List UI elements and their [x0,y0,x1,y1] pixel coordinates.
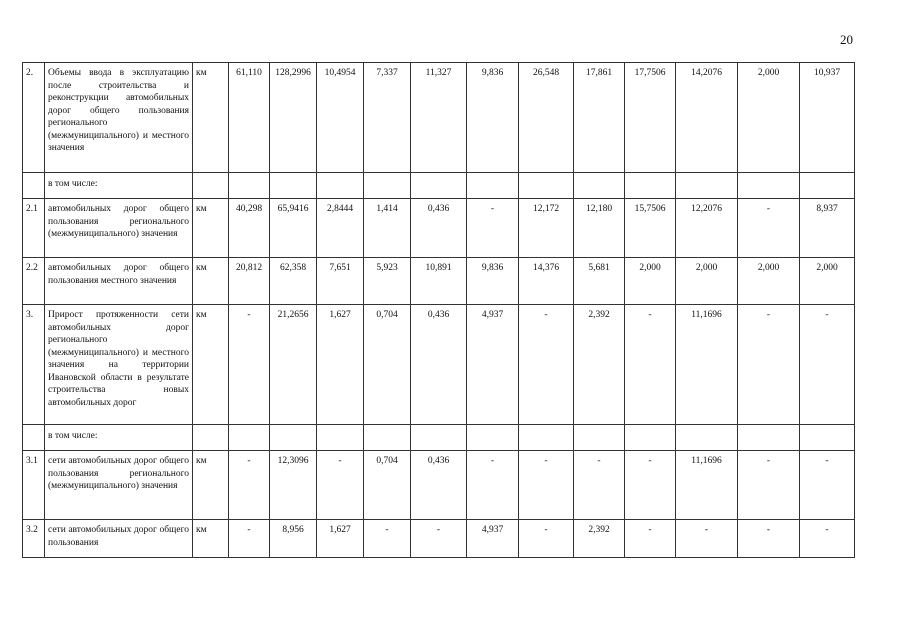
value-cell: - [411,520,467,558]
value-cell: 9,836 [467,63,519,173]
value-cell: 2,8444 [317,199,364,258]
value-cell: 8,937 [800,199,855,258]
value-cell: - [738,451,800,520]
value-cell: 65,9416 [270,199,317,258]
value-cell: 7,337 [364,63,411,173]
value-cell [738,173,800,199]
value-cell: 12,3096 [270,451,317,520]
table-row [23,199,855,258]
value-cell [411,173,467,199]
page-number: 20 [840,32,853,47]
value-cell [270,425,317,451]
row-number: 2.2 [23,258,45,305]
value-cell: 17,861 [574,63,625,173]
value-cell: 2,000 [738,258,800,305]
value-cell: 12,2076 [676,199,738,258]
row-description: Прирост протяженности сети автомобильных дорог регионального (межмуниципального) и местного значения на территории Ивановской области в результате строительства новых автомобильных дорог [45,305,193,425]
value-cell: 4,937 [467,305,519,425]
value-cell: - [467,451,519,520]
value-cell: 2,392 [574,520,625,558]
value-cell [364,425,411,451]
row-number: 2.1 [23,199,45,258]
value-cell: 17,7506 [625,63,676,173]
value-cell: 0,436 [411,199,467,258]
value-cell [317,173,364,199]
value-cell: 12,180 [574,199,625,258]
value-cell: 2,000 [738,63,800,173]
value-cell: 0,704 [364,305,411,425]
value-cell: - [625,520,676,558]
row-description: Объемы ввода в эксплуатацию после строительства и реконструкции автомобильных дорог общего пользования регионального (межмуниципального) и местного значения [45,63,193,173]
value-cell: 62,358 [270,258,317,305]
row-unit: км [193,520,229,558]
value-cell [625,173,676,199]
value-cell: - [229,520,270,558]
table-row [23,63,855,173]
value-cell: - [625,451,676,520]
value-cell: - [738,199,800,258]
row-description: автомобильных дорог общего пользования регионального (межмуниципального) значения [45,199,193,258]
row-number: 3.2 [23,520,45,558]
value-cell: - [229,305,270,425]
value-cell: - [800,305,855,425]
value-cell: 1,627 [317,305,364,425]
value-cell [270,173,317,199]
row-description: автомобильных дорог общего пользования местного значения [45,258,193,305]
value-cell: 0,704 [364,451,411,520]
value-cell: 11,1696 [676,305,738,425]
table-row [23,520,855,558]
value-cell [574,173,625,199]
value-cell [625,425,676,451]
value-cell: 21,2656 [270,305,317,425]
value-cell: 2,000 [676,258,738,305]
value-cell: - [738,305,800,425]
table-row [23,305,855,425]
value-cell: - [800,451,855,520]
row-unit [193,425,229,451]
value-cell: 4,937 [467,520,519,558]
value-cell: 20,812 [229,258,270,305]
value-cell: - [625,305,676,425]
row-unit: км [193,199,229,258]
value-cell: 5,923 [364,258,411,305]
value-cell: 7,651 [317,258,364,305]
value-cell: - [574,451,625,520]
row-unit: км [193,451,229,520]
value-cell: 40,298 [229,199,270,258]
value-cell: - [317,451,364,520]
row-number [23,173,45,199]
value-cell [317,425,364,451]
value-cell: 10,4954 [317,63,364,173]
value-cell: 11,327 [411,63,467,173]
value-cell: 5,681 [574,258,625,305]
indicators-table [22,62,855,558]
value-cell: 1,627 [317,520,364,558]
value-cell: 1,414 [364,199,411,258]
value-cell [574,425,625,451]
value-cell [676,173,738,199]
row-description: в том числе: [45,173,193,199]
value-cell: 9,836 [467,258,519,305]
table-row [23,173,855,199]
value-cell: 26,548 [519,63,574,173]
table-row [23,425,855,451]
value-cell [467,173,519,199]
value-cell: 2,000 [800,258,855,305]
value-cell: 15,7506 [625,199,676,258]
value-cell [364,173,411,199]
row-number: 3. [23,305,45,425]
row-unit: км [193,305,229,425]
value-cell [519,425,574,451]
row-description: сети автомобильных дорог общего пользования регионального (межмуниципального) значения [45,451,193,520]
row-description: сети автомобильных дорог общего пользования [45,520,193,558]
value-cell [467,425,519,451]
value-cell: - [229,451,270,520]
row-number [23,425,45,451]
value-cell: 61,110 [229,63,270,173]
value-cell [229,425,270,451]
value-cell: 0,436 [411,451,467,520]
value-cell: - [738,520,800,558]
value-cell: - [519,451,574,520]
value-cell: 14,376 [519,258,574,305]
value-cell: 8,956 [270,520,317,558]
row-unit [193,173,229,199]
value-cell: 10,891 [411,258,467,305]
value-cell: - [676,520,738,558]
value-cell [738,425,800,451]
row-description: в том числе: [45,425,193,451]
value-cell: - [800,520,855,558]
row-number: 3.1 [23,451,45,520]
value-cell: 10,937 [800,63,855,173]
value-cell: 12,172 [519,199,574,258]
table-row [23,258,855,305]
value-cell: 2,392 [574,305,625,425]
value-cell: 2,000 [625,258,676,305]
table-row [23,451,855,520]
value-cell: 0,436 [411,305,467,425]
value-cell [229,173,270,199]
value-cell: 14,2076 [676,63,738,173]
value-cell [411,425,467,451]
row-unit: км [193,63,229,173]
value-cell [519,173,574,199]
row-unit: км [193,258,229,305]
value-cell: - [519,305,574,425]
value-cell [676,425,738,451]
row-number: 2. [23,63,45,173]
value-cell: - [467,199,519,258]
value-cell: 11,1696 [676,451,738,520]
value-cell [800,173,855,199]
value-cell: 128,2996 [270,63,317,173]
value-cell: - [519,520,574,558]
value-cell [800,425,855,451]
value-cell: - [364,520,411,558]
